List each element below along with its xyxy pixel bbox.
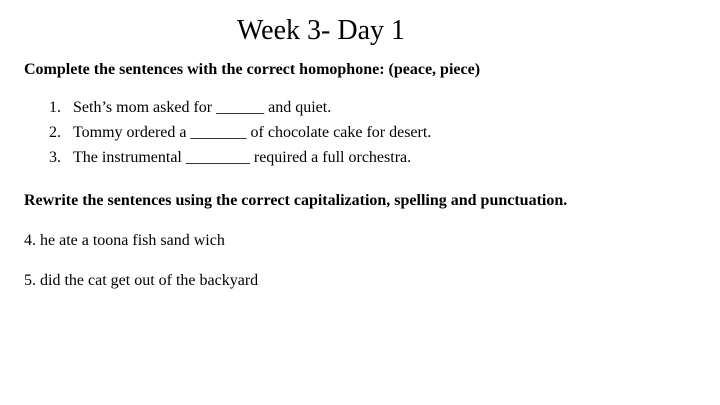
list-item [24,148,431,173]
list-item-number: 1. [49,99,61,116]
list-item-text: Seth’s mom asked for ______ and quiet. [73,99,332,116]
list-item-text: Tommy ordered a _______ of chocolate cake for desert. [73,124,432,141]
list-item-text: The instrumental ________ required a full orchestra. [73,149,412,166]
rewrite-instruction: Rewrite the sentences using the correct capitalization, spelling and punctuation. [24,192,568,209]
page-title: Week 3- Day 1 [236,15,405,46]
list-item [24,123,431,148]
list-item-number: 2. [49,124,61,141]
homophone-instruction: Complete the sentences with the correct homophone: (peace, piece) [24,61,481,78]
rewrite-sentence-4: 4. he ate a toona fish sand wich [24,232,225,249]
list-item-number: 3. [49,149,61,166]
homophone-list [24,98,431,173]
list-item [24,98,431,123]
rewrite-sentence-5: 5. did the cat get out of the backyard [24,272,259,289]
